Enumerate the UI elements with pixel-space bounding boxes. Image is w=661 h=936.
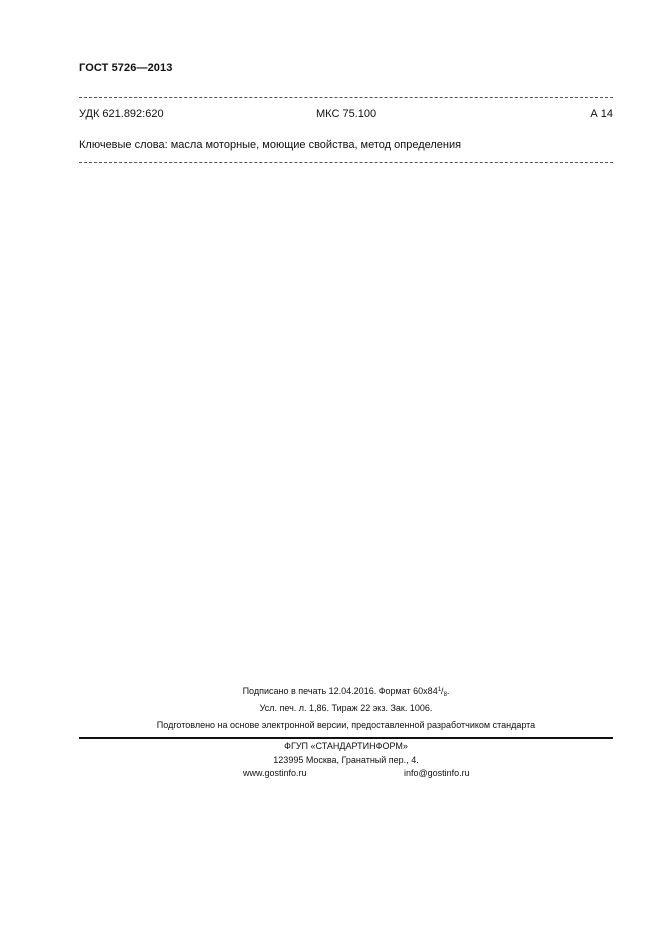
document-code: ГОСТ 5726—2013: [79, 62, 173, 74]
top-divider: [79, 97, 613, 98]
format-denominator: 8: [443, 692, 447, 698]
mks-code: МКС 75.100: [316, 108, 377, 120]
udk-code: УДК 621.892:620: [79, 108, 164, 120]
imprint-print-run: Усл. печ. л. 1,86. Тираж 22 экз. Зак. 1006.: [259, 703, 433, 713]
format-numerator: 1: [437, 687, 442, 693]
keywords-divider: [79, 162, 613, 163]
imprint-signed: Подписано в печать 12.04.2016. Формат $60х84^1/_8$.: [242, 686, 450, 698]
imprint-prepared: Подготовлено на основе электронной версии, предоставленной разработчиком стандарта: [156, 720, 536, 730]
category-code: А 14: [590, 108, 613, 120]
publisher-website[interactable]: www.gostinfo.ru: [243, 768, 307, 778]
publisher-name: ФГУП «СТАНДАРТИНФОРМ»: [284, 741, 408, 751]
publisher-email[interactable]: info@gostinfo.ru: [404, 768, 470, 778]
imprint-signed-end: .: [446, 686, 450, 696]
publisher-address: 123995 Москва, Гранатный пер., 4.: [273, 755, 419, 765]
imprint-signed-text: Подписано в печать 12.04.2016. Формат 60х84: [242, 686, 438, 696]
publisher-divider: [79, 737, 613, 739]
keywords-line: Ключевые слова: масла моторные, моющие свойства, метод определения: [79, 139, 462, 151]
